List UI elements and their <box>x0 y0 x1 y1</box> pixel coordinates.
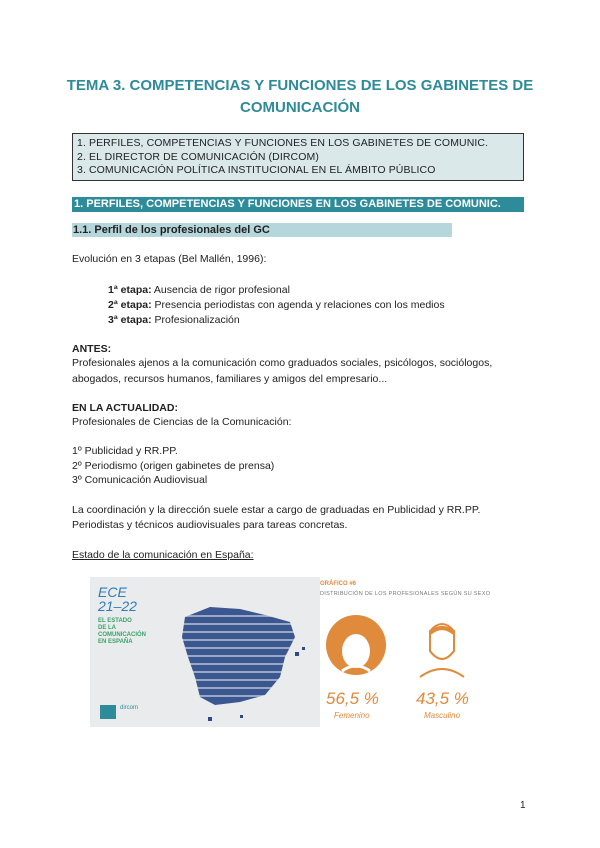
chart-title: GRÁFICO #6 <box>320 581 357 587</box>
toc-item: 3. COMUNICACIÓN POLÍTICA INSTITUCIONAL EN EL ÁMBITO PÚBLICO <box>77 164 436 176</box>
dircom-logo-icon <box>100 705 116 719</box>
ece-subtitle-line: EL ESTADO <box>98 618 132 624</box>
subsection-heading-1-1: 1.1. Perfil de los profesionales del GC <box>72 223 452 237</box>
evolucion-text: Evolución en 3 etapas (Bel Mallén, 1996): <box>72 253 267 265</box>
etapa-text: Presencia periodistas con agenda y relaciones con los medios <box>151 299 445 311</box>
actualidad-line1: Profesionales de Ciencias de la Comunicación: <box>72 416 292 428</box>
page-number: 1 <box>520 800 526 811</box>
ece-subtitle-line: DE LA <box>98 625 116 631</box>
male-percentage: 43,5 % <box>416 689 469 708</box>
page-title-line2: COMUNICACIÓN <box>240 99 360 116</box>
ece-subtitle-line: COMUNICACIÓN <box>98 632 146 638</box>
list-item: 3º Comunicación Audiovisual <box>72 474 208 486</box>
ece-years: 21–22 <box>98 598 137 614</box>
gender-chart <box>320 577 514 727</box>
antes-line1: Profesionales ajenos a la comunicación como graduados sociales, psicólogos, sociólogos, <box>72 357 493 369</box>
male-avatar-icon <box>412 611 472 679</box>
list-item: 1º Publicidad y RR.PP. <box>72 445 178 457</box>
chart-subtitle: DISTRIBUCIÓN DE LOS PROFESIONALES SEGÚN SU SEXO <box>320 591 491 597</box>
coordinacion-line2: Periodistas y técnicos audiovisuales para tareas concretas. <box>72 519 348 531</box>
antes-line2: abogados, recursos humanos, familiares y amigos del empresario... <box>72 373 388 385</box>
actualidad-heading: EN LA ACTUALIDAD: <box>72 402 178 414</box>
infographic-cover <box>90 577 320 727</box>
female-avatar-icon <box>326 611 386 679</box>
antes-heading: ANTES: <box>72 343 112 355</box>
table-of-contents <box>72 133 524 181</box>
etapa-text: Ausencia de rigor profesional <box>151 284 290 296</box>
etapa-label: 1ª etapa: <box>108 284 152 296</box>
section-heading-1: 1. PERFILES, COMPETENCIAS Y FUNCIONES EN LOS GABINETES DE COMUNIC. <box>72 197 524 212</box>
dircom-logo-text: dircom <box>120 705 139 711</box>
male-label: Masculino <box>424 711 461 720</box>
etapa-label: 3ª etapa: <box>108 314 152 326</box>
toc-item: 2. EL DIRECTOR DE COMUNICACIÓN (DIRCOM) <box>77 150 319 163</box>
ece-label: ECE <box>98 584 127 600</box>
toc-item: 1. PERFILES, COMPETENCIAS Y FUNCIONES EN LOS GABINETES DE COMUNIC. <box>77 137 489 149</box>
page-title-line1: TEMA 3. COMPETENCIAS Y FUNCIONES DE LOS GABINETES DE <box>66 77 534 94</box>
etapa-3 <box>108 313 240 327</box>
etapa-text: Profesionalización <box>151 314 240 326</box>
list-item: 2º Periodismo (origen gabinetes de prensa) <box>72 460 275 472</box>
coordinacion-line1: La coordinación y la dirección suele estar a cargo de graduadas en Publicidad y RR.PP. <box>72 504 481 516</box>
estado-heading: Estado de la comunicación en España: <box>72 549 254 561</box>
etapa-label: 2ª etapa: <box>108 299 152 311</box>
ece-subtitle-line: EN ESPAÑA <box>98 639 133 645</box>
female-label: Femenino <box>334 711 370 720</box>
etapa-1 <box>108 283 290 297</box>
infographic-figure <box>90 577 514 727</box>
etapa-2 <box>108 298 445 312</box>
female-percentage: 56,5 % <box>326 689 379 708</box>
